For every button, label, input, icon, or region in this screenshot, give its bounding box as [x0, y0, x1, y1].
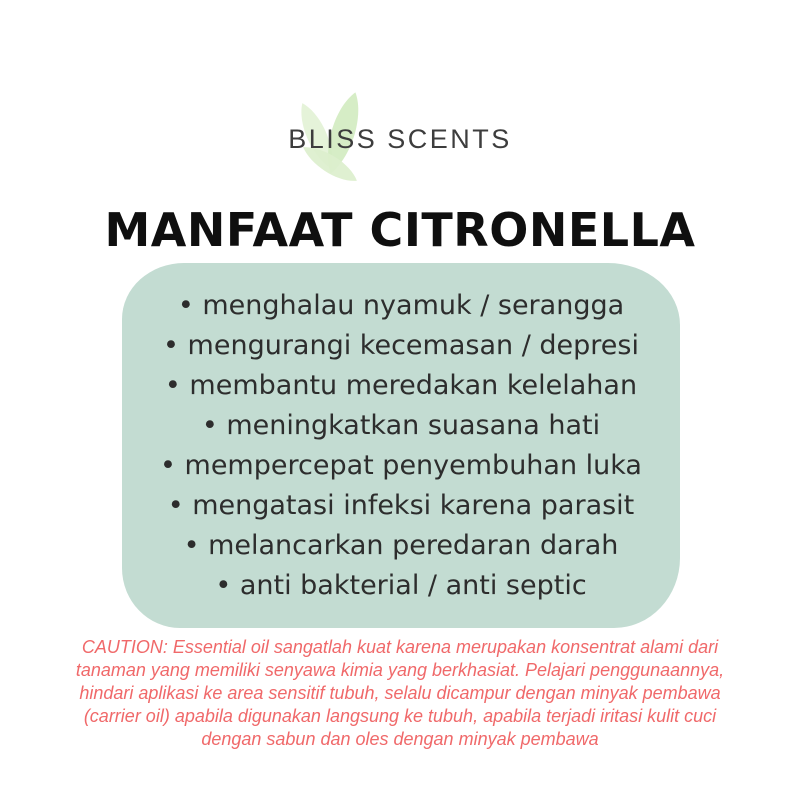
benefit-item: • menghalau nyamuk / serangga	[177, 289, 625, 321]
benefit-item: • membantu meredakan kelelahan	[164, 369, 638, 401]
benefit-item: • melancarkan peredaran darah	[183, 529, 619, 561]
benefits-box	[122, 263, 680, 628]
benefit-item: • mempercepat penyembuhan luka	[160, 449, 642, 481]
caution-note: CAUTION: Essential oil sangatlah kuat karena merupakan konsentrat alami dari tanaman yang memiliki senyawa kimia yang berkhasiat. Pelajari penggunaannya, hindari aplikasi ke area sensitif tubuh, selalu dicampur dengan minyak pembawa (carrier oil) apabila digunakan langsung ke tubuh, apabila terjadi iritasi kulit cuci dengan sabun dan oles dengan minyak pembawa	[75, 637, 725, 749]
benefit-item: • meningkatkan suasana hati	[201, 409, 601, 441]
benefits-list	[160, 286, 642, 606]
benefit-item: • mengatasi infeksi karena parasit	[167, 489, 635, 521]
benefit-item: • anti bakterial / anti septic	[215, 569, 587, 601]
brand-logo	[250, 90, 550, 200]
brand-name: BLISS SCENTS	[288, 124, 512, 154]
page-title: MANFAAT CITRONELLA	[104, 203, 696, 257]
benefit-item: • mengurangi kecemasan / depresi	[163, 329, 639, 361]
